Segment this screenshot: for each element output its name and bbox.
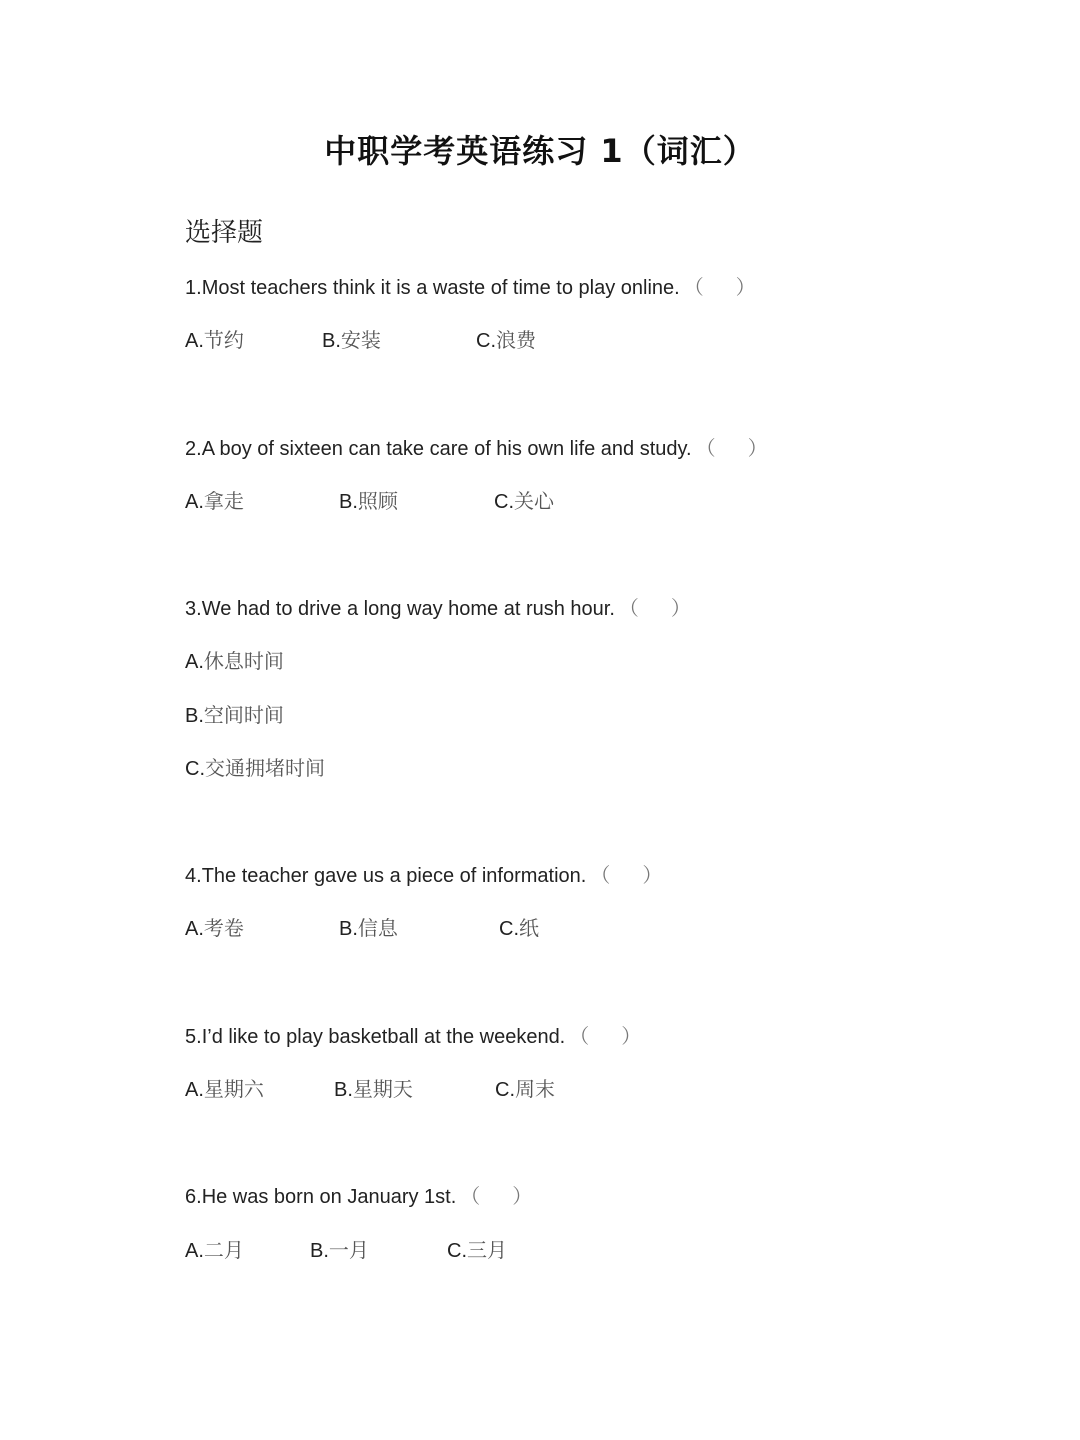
question-text: I’d like to play basketball at the weekend. — [201, 1026, 566, 1048]
option-4b[interactable]: B.信息 — [339, 916, 398, 940]
question-number: 1. — [185, 277, 202, 299]
option-6c[interactable]: C.三月 — [447, 1238, 507, 1262]
answer-blank[interactable]: （ ） — [695, 438, 774, 460]
answer-blank[interactable]: （ ） — [618, 598, 697, 620]
option-4a[interactable]: A.考卷 — [185, 916, 244, 940]
question-text: Most teachers think it is a waste of time to play online. — [201, 277, 680, 299]
question-2 — [185, 432, 774, 461]
option-3c[interactable]: C.交通拥堵时间 — [185, 756, 325, 780]
answer-blank[interactable]: （ ） — [683, 277, 762, 299]
option-4c[interactable]: C.纸 — [499, 916, 539, 940]
question-text: We had to drive a long way home at rush hour. — [201, 598, 615, 620]
page-title: 中职学考英语练习 1（词汇） — [324, 132, 756, 170]
option-2a[interactable]: A.拿走 — [185, 489, 244, 513]
answer-blank[interactable]: （ ） — [590, 865, 669, 887]
option-5c[interactable]: C.周末 — [495, 1077, 555, 1101]
question-6 — [185, 1180, 538, 1209]
option-6b[interactable]: B.一月 — [310, 1238, 369, 1262]
section-heading: 选择题 — [185, 218, 264, 248]
option-2c[interactable]: C.关心 — [494, 489, 554, 513]
question-3 — [185, 592, 697, 621]
question-5 — [185, 1020, 647, 1049]
option-1a[interactable]: A.节约 — [185, 328, 244, 352]
question-number: 3. — [185, 598, 202, 620]
question-text: He was born on January 1st. — [201, 1186, 457, 1208]
option-1b[interactable]: B.安装 — [322, 328, 381, 352]
question-number: 5. — [185, 1026, 202, 1048]
option-3b[interactable]: B.空间时间 — [185, 703, 284, 727]
question-4 — [185, 859, 668, 888]
question-number: 6. — [185, 1186, 202, 1208]
option-3a[interactable]: A.休息时间 — [185, 649, 284, 673]
answer-blank[interactable]: （ ） — [460, 1186, 539, 1208]
option-1c[interactable]: C.浪费 — [476, 328, 536, 352]
question-text: The teacher gave us a piece of information. — [201, 865, 587, 887]
question-number: 2. — [185, 438, 202, 460]
question-number: 4. — [185, 865, 202, 887]
option-6a[interactable]: A.二月 — [185, 1238, 244, 1262]
question-1 — [185, 271, 762, 300]
answer-blank[interactable]: （ ） — [569, 1026, 648, 1048]
question-text: A boy of sixteen can take care of his own life and study. — [201, 438, 692, 460]
option-5a[interactable]: A.星期六 — [185, 1077, 264, 1101]
option-2b[interactable]: B.照顾 — [339, 489, 398, 513]
option-5b[interactable]: B.星期天 — [334, 1077, 413, 1101]
